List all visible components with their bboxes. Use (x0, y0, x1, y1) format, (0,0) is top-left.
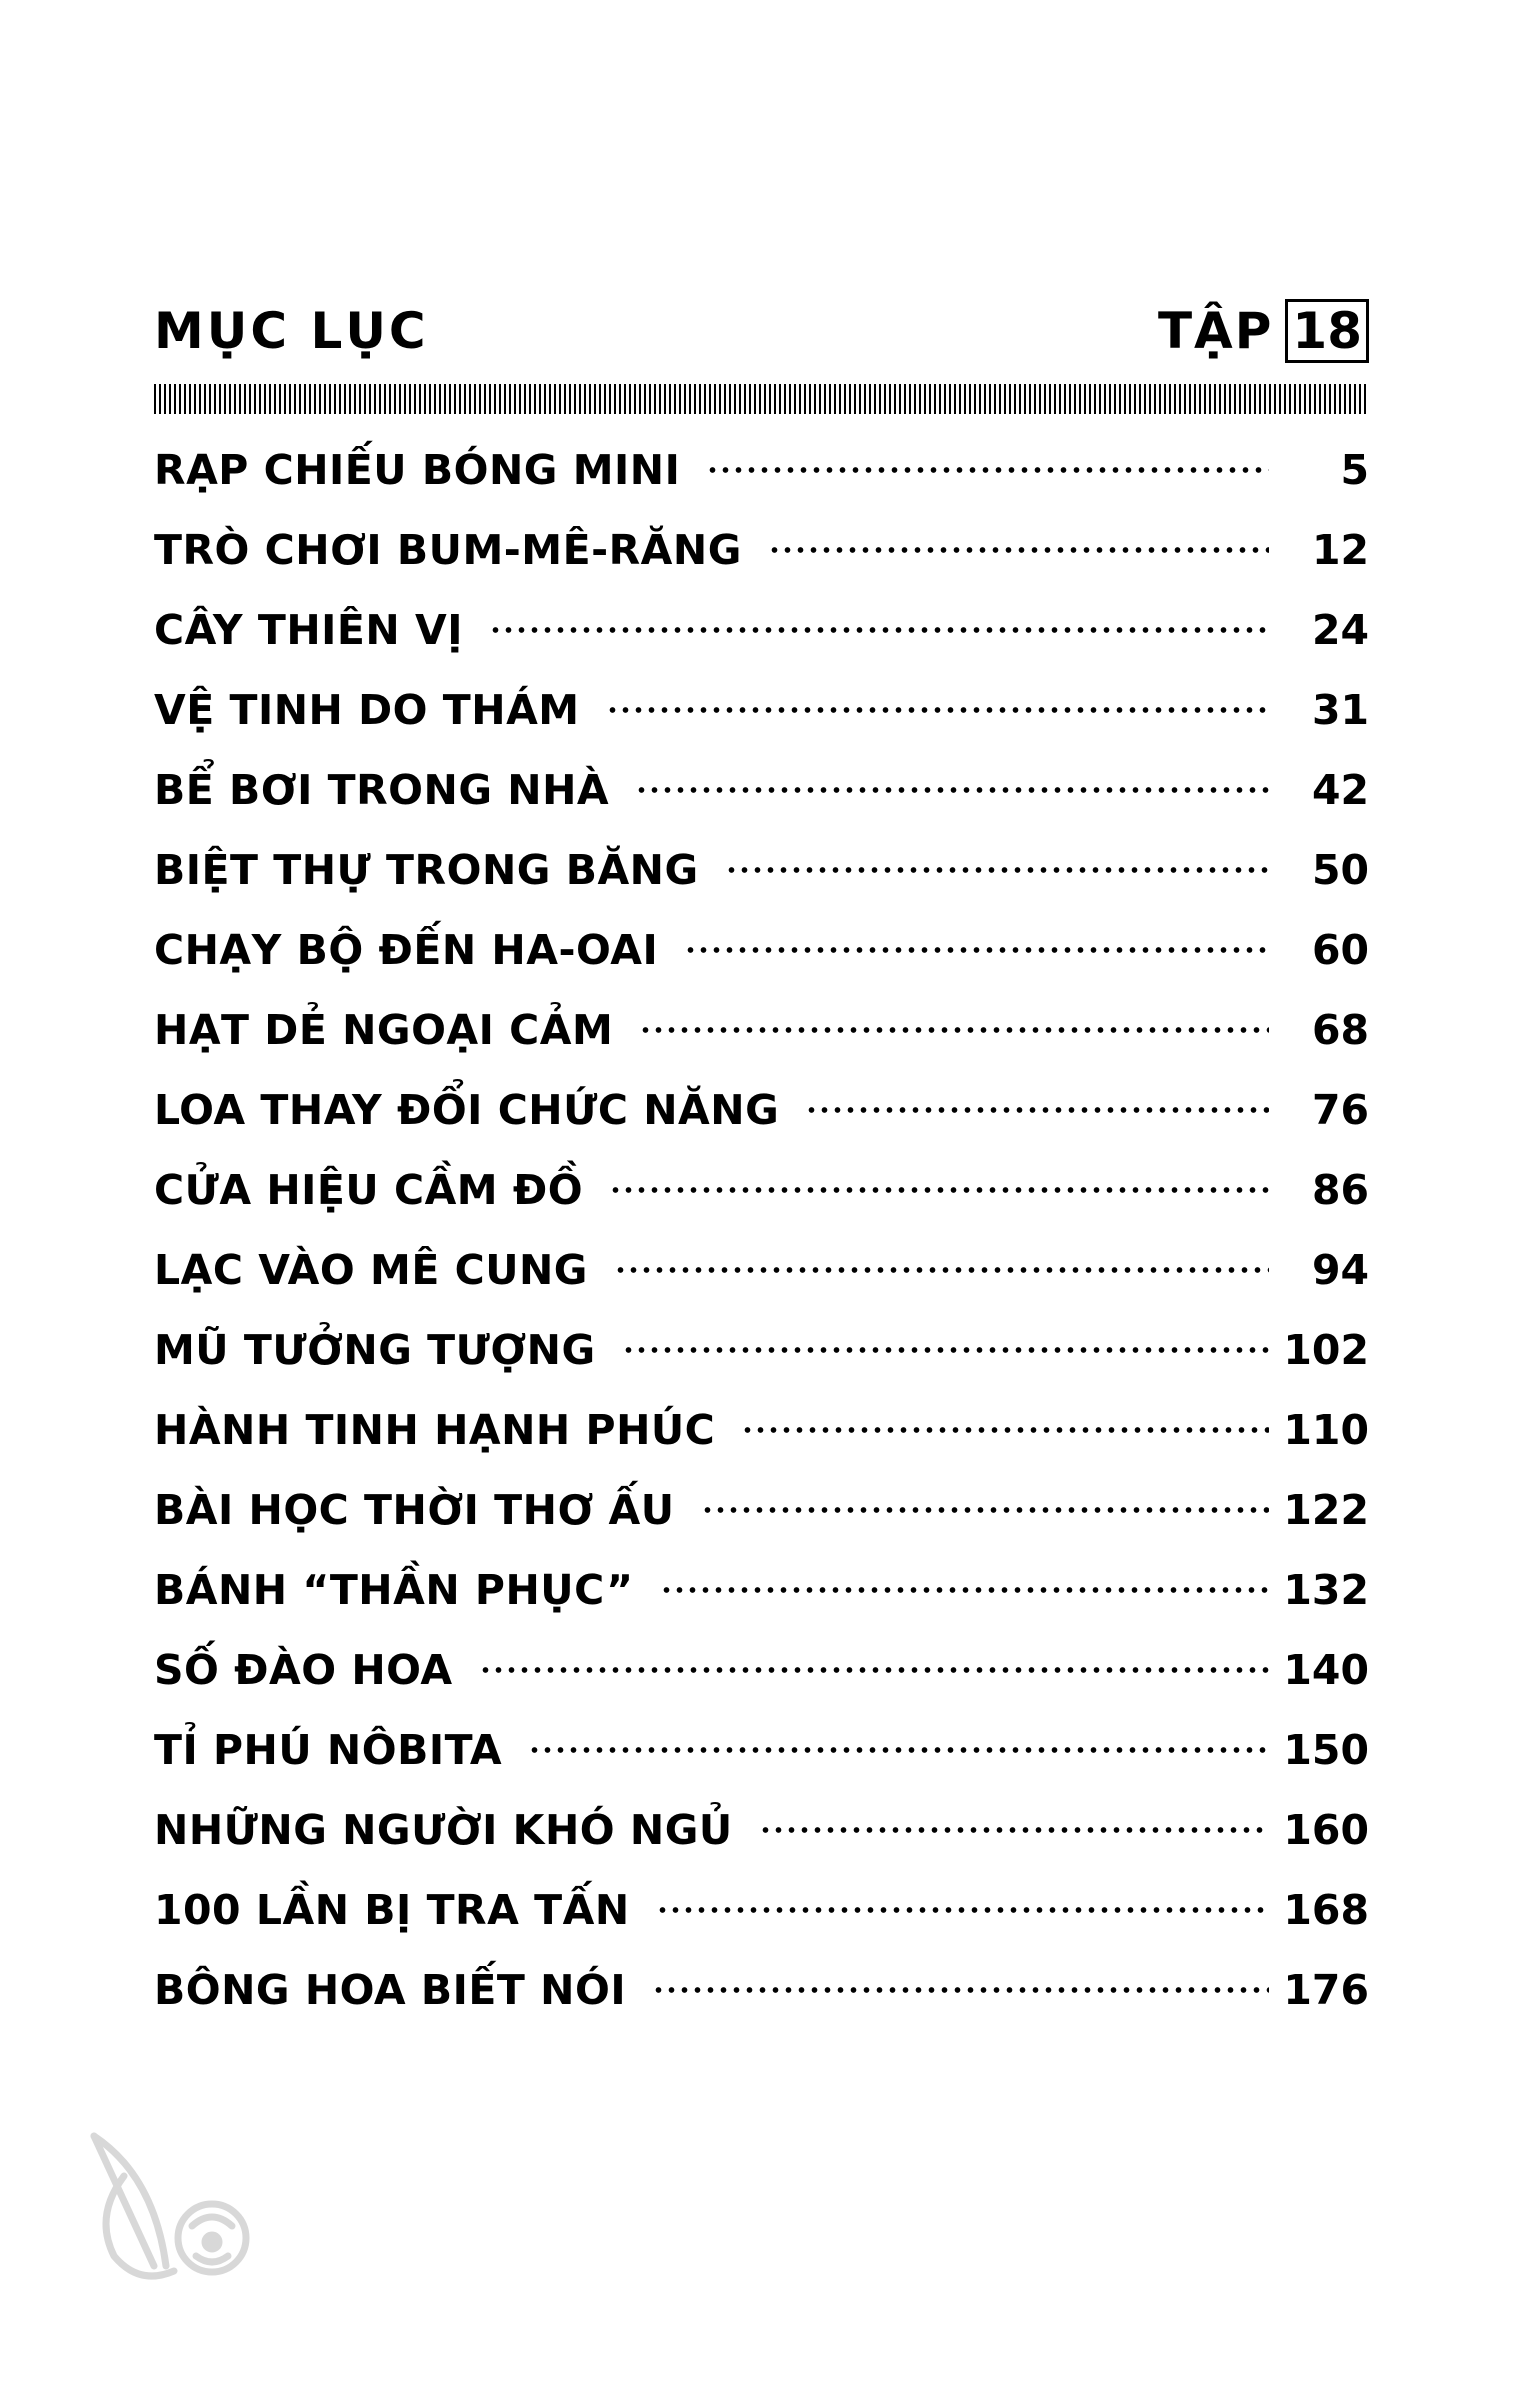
toc-entry[interactable] (154, 1390, 1369, 1470)
dot-leader (528, 1746, 1269, 1754)
dot-leader (652, 1986, 1269, 1994)
entry-title: BÀI HỌC THỜI THƠ ẤU (154, 1486, 675, 1534)
toc-entry[interactable] (154, 590, 1369, 670)
entry-title: BỂ BƠI TRONG NHÀ (154, 766, 610, 814)
dot-leader (725, 866, 1269, 874)
entry-title: HÀNH TINH HẠNH PHÚC (154, 1406, 716, 1454)
entry-page-number: 24 (1311, 606, 1369, 654)
dot-leader (609, 1186, 1269, 1194)
toc-entry[interactable] (154, 430, 1369, 510)
toc-entry[interactable] (154, 510, 1369, 590)
entry-title: HẠT DẺ NGOẠI CẢM (154, 1006, 614, 1054)
entry-page-number: 150 (1283, 1726, 1369, 1774)
entry-title: BÔNG HOA BIẾT NÓI (154, 1966, 627, 2014)
volume-label: TẬP (1157, 302, 1274, 360)
toc-entry[interactable] (154, 670, 1369, 750)
entry-title: TRÒ CHƠI BUM-MÊ-RĂNG (154, 526, 742, 574)
toc-entry[interactable] (154, 830, 1369, 910)
toc-entry[interactable] (154, 1630, 1369, 1710)
toc-entry[interactable] (154, 1710, 1369, 1790)
toc-list (154, 430, 1369, 2030)
entry-page-number: 76 (1311, 1086, 1369, 1134)
entry-title: 100 LẦN BỊ TRA TẤN (154, 1886, 630, 1934)
entry-title: BIỆT THỰ TRONG BĂNG (154, 846, 699, 894)
dot-leader (660, 1586, 1269, 1594)
entry-title: CHẠY BỘ ĐẾN HA-OAI (154, 926, 659, 974)
toc-entry[interactable] (154, 1150, 1369, 1230)
entry-title: CÂY THIÊN VỊ (154, 606, 463, 654)
entry-title: NHỮNG NGƯỜI KHÓ NGỦ (154, 1806, 733, 1854)
toc-entry[interactable] (154, 1950, 1369, 2030)
entry-page-number: 60 (1311, 926, 1369, 974)
entry-page-number: 122 (1283, 1486, 1369, 1534)
toc-entry[interactable] (154, 1790, 1369, 1870)
toc-entry[interactable] (154, 1870, 1369, 1950)
entry-page-number: 160 (1283, 1806, 1369, 1854)
entry-page-number: 5 (1340, 446, 1369, 494)
dot-leader (656, 1906, 1269, 1914)
volume-indicator (1158, 296, 1369, 366)
dot-leader (606, 706, 1269, 714)
entry-page-number: 68 (1311, 1006, 1369, 1054)
toc-entry[interactable] (154, 1310, 1369, 1390)
entry-page-number: 102 (1283, 1326, 1369, 1374)
toc-entry[interactable] (154, 1470, 1369, 1550)
dot-leader (741, 1426, 1269, 1434)
dot-leader (701, 1506, 1269, 1514)
toc-entry[interactable] (154, 1230, 1369, 1310)
toc-header (154, 296, 1369, 366)
entry-title: TỈ PHÚ NÔBITA (154, 1726, 503, 1774)
entry-page-number: 176 (1283, 1966, 1369, 2014)
page-title: MỤC LỤC (154, 302, 429, 360)
dot-leader (768, 546, 1269, 554)
entry-page-number: 12 (1311, 526, 1369, 574)
dot-leader (805, 1106, 1269, 1114)
toc-entry[interactable] (154, 1550, 1369, 1630)
publisher-logo-icon (84, 2116, 254, 2286)
dot-leader (614, 1266, 1269, 1274)
toc-entry[interactable] (154, 1070, 1369, 1150)
entry-title: LẠC VÀO MÊ CUNG (154, 1246, 588, 1294)
entry-title: MŨ TƯỞNG TƯỢNG (154, 1326, 596, 1374)
toc-entry[interactable] (154, 910, 1369, 990)
entry-page-number: 50 (1311, 846, 1369, 894)
dot-leader (706, 466, 1269, 474)
entry-page-number: 140 (1283, 1646, 1369, 1694)
header-divider (154, 384, 1369, 414)
dot-leader (622, 1346, 1269, 1354)
entry-title: VỆ TINH DO THÁM (154, 686, 580, 734)
entry-page-number: 42 (1311, 766, 1369, 814)
entry-title: RẠP CHIẾU BÓNG MINI (154, 446, 681, 494)
entry-title: LOA THAY ĐỔI CHỨC NĂNG (154, 1086, 780, 1134)
dot-leader (759, 1826, 1269, 1834)
toc-entry[interactable] (154, 750, 1369, 830)
entry-page-number: 31 (1311, 686, 1369, 734)
entry-title: CỬA HIỆU CẦM ĐỒ (154, 1166, 584, 1214)
entry-page-number: 86 (1311, 1166, 1369, 1214)
dot-leader (639, 1026, 1269, 1034)
entry-page-number: 168 (1283, 1886, 1369, 1934)
volume-number: 18 (1285, 299, 1369, 363)
toc-entry[interactable] (154, 990, 1369, 1070)
entry-title: SỐ ĐÀO HOA (154, 1646, 453, 1694)
dot-leader (489, 626, 1269, 634)
entry-page-number: 110 (1283, 1406, 1369, 1454)
dot-leader (684, 946, 1269, 954)
entry-page-number: 94 (1311, 1246, 1369, 1294)
dot-leader (635, 786, 1269, 794)
dot-leader (479, 1666, 1269, 1674)
entry-title: BÁNH “THẦN PHỤC” (154, 1566, 634, 1614)
entry-page-number: 132 (1283, 1566, 1369, 1614)
